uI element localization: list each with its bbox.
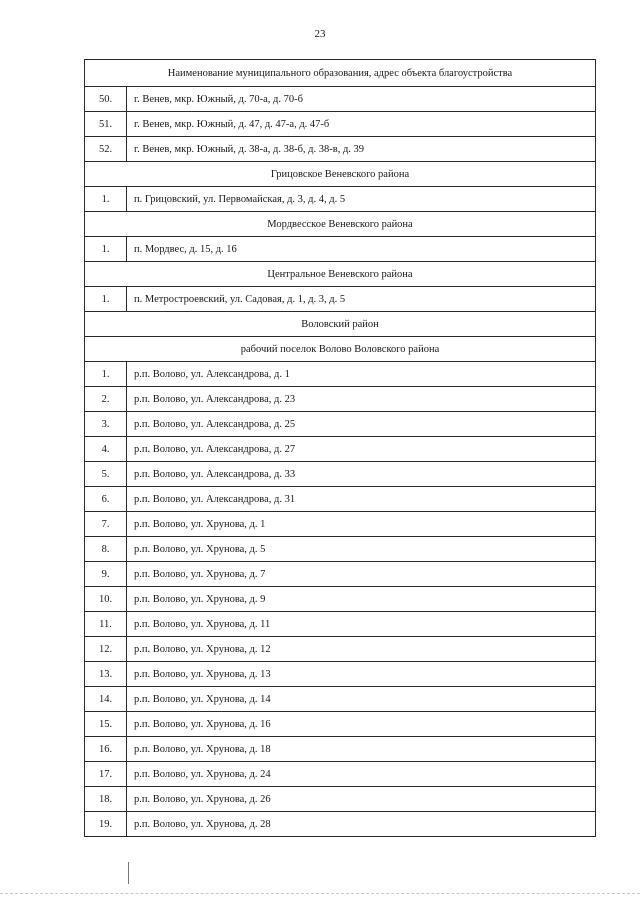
row-number: 9. (85, 562, 127, 587)
row-number: 4. (85, 437, 127, 462)
table-row (85, 437, 596, 462)
row-address: р.п. Волово, ул. Александрова, д. 23 (127, 387, 596, 412)
row-number: 50. (85, 87, 127, 112)
table-row (85, 662, 596, 687)
table-header-cell: Наименование муниципального образования, адрес объекта благоустройства (85, 60, 596, 87)
group-header-row (85, 212, 596, 237)
table-row (85, 637, 596, 662)
row-address: г. Венев, мкр. Южный, д. 38-а, д. 38-б, д. 38-в, д. 39 (127, 137, 596, 162)
group-header-row (85, 162, 596, 187)
table-row (85, 512, 596, 537)
table-row (85, 137, 596, 162)
table-row (85, 112, 596, 137)
group-header-row (85, 312, 596, 337)
table-row (85, 287, 596, 312)
table-row (85, 537, 596, 562)
table-row (85, 487, 596, 512)
row-address: р.п. Волово, ул. Хрунова, д. 13 (127, 662, 596, 687)
row-number: 8. (85, 537, 127, 562)
table-row (85, 612, 596, 637)
table-row (85, 187, 596, 212)
table-row (85, 87, 596, 112)
row-address: р.п. Волово, ул. Хрунова, д. 1 (127, 512, 596, 537)
row-number: 1. (85, 287, 127, 312)
group-title: Центральное Веневского района (85, 262, 596, 287)
row-number: 14. (85, 687, 127, 712)
row-address: р.п. Волово, ул. Александрова, д. 31 (127, 487, 596, 512)
row-number: 15. (85, 712, 127, 737)
table-row (85, 237, 596, 262)
row-number: 1. (85, 362, 127, 387)
row-number: 51. (85, 112, 127, 137)
row-address: р.п. Волово, ул. Хрунова, д. 14 (127, 687, 596, 712)
table-row (85, 412, 596, 437)
row-address: п. Грицовский, ул. Первомайская, д. 3, д. 4, д. 5 (127, 187, 596, 212)
row-address: г. Венев, мкр. Южный, д. 47, д. 47-а, д. 47-б (127, 112, 596, 137)
row-number: 1. (85, 187, 127, 212)
row-number: 3. (85, 412, 127, 437)
page-number: 23 (314, 28, 326, 40)
row-address: р.п. Волово, ул. Хрунова, д. 9 (127, 587, 596, 612)
row-address: р.п. Волово, ул. Хрунова, д. 16 (127, 712, 596, 737)
group-title: рабочий поселок Волово Воловского района (85, 337, 596, 362)
address-table-body (85, 60, 596, 837)
row-address: р.п. Волово, ул. Александрова, д. 1 (127, 362, 596, 387)
table-row (85, 687, 596, 712)
row-number: 19. (85, 812, 127, 837)
group-header-row (85, 262, 596, 287)
row-number: 7. (85, 512, 127, 537)
table-row (85, 737, 596, 762)
row-number: 16. (85, 737, 127, 762)
row-number: 2. (85, 387, 127, 412)
table-row (85, 462, 596, 487)
row-address: п. Метростроевский, ул. Садовая, д. 1, д. 3, д. 5 (127, 287, 596, 312)
table-row (85, 562, 596, 587)
row-number: 11. (85, 612, 127, 637)
row-address: р.п. Волово, ул. Хрунова, д. 5 (127, 537, 596, 562)
row-number: 1. (85, 237, 127, 262)
row-address: г. Венев, мкр. Южный, д. 70-а, д. 70-б (127, 87, 596, 112)
row-address: р.п. Волово, ул. Хрунова, д. 26 (127, 787, 596, 812)
address-table (84, 59, 596, 837)
row-number: 5. (85, 462, 127, 487)
table-row (85, 812, 596, 837)
table-row (85, 762, 596, 787)
row-address: р.п. Волово, ул. Хрунова, д. 24 (127, 762, 596, 787)
margin-mark (128, 862, 129, 884)
group-title: Воловский район (85, 312, 596, 337)
row-address: р.п. Волово, ул. Александрова, д. 33 (127, 462, 596, 487)
table-row (85, 587, 596, 612)
row-number: 12. (85, 637, 127, 662)
table-header-row (85, 60, 596, 87)
row-address: р.п. Волово, ул. Хрунова, д. 28 (127, 812, 596, 837)
row-address: п. Мордвес, д. 15, д. 16 (127, 237, 596, 262)
row-address: р.п. Волово, ул. Хрунова, д. 18 (127, 737, 596, 762)
group-header-row (85, 337, 596, 362)
table-row (85, 362, 596, 387)
row-number: 6. (85, 487, 127, 512)
row-address: р.п. Волово, ул. Александрова, д. 27 (127, 437, 596, 462)
page-edge-line (0, 893, 640, 895)
row-address: р.п. Волово, ул. Александрова, д. 25 (127, 412, 596, 437)
table-row (85, 712, 596, 737)
row-number: 10. (85, 587, 127, 612)
table-row (85, 387, 596, 412)
row-number: 52. (85, 137, 127, 162)
row-number: 13. (85, 662, 127, 687)
row-number: 18. (85, 787, 127, 812)
table-row (85, 787, 596, 812)
row-address: р.п. Волово, ул. Хрунова, д. 11 (127, 612, 596, 637)
row-number: 17. (85, 762, 127, 787)
group-title: Грицовское Веневского района (85, 162, 596, 187)
group-title: Мордвесское Веневского района (85, 212, 596, 237)
row-address: р.п. Волово, ул. Хрунова, д. 7 (127, 562, 596, 587)
row-address: р.п. Волово, ул. Хрунова, д. 12 (127, 637, 596, 662)
